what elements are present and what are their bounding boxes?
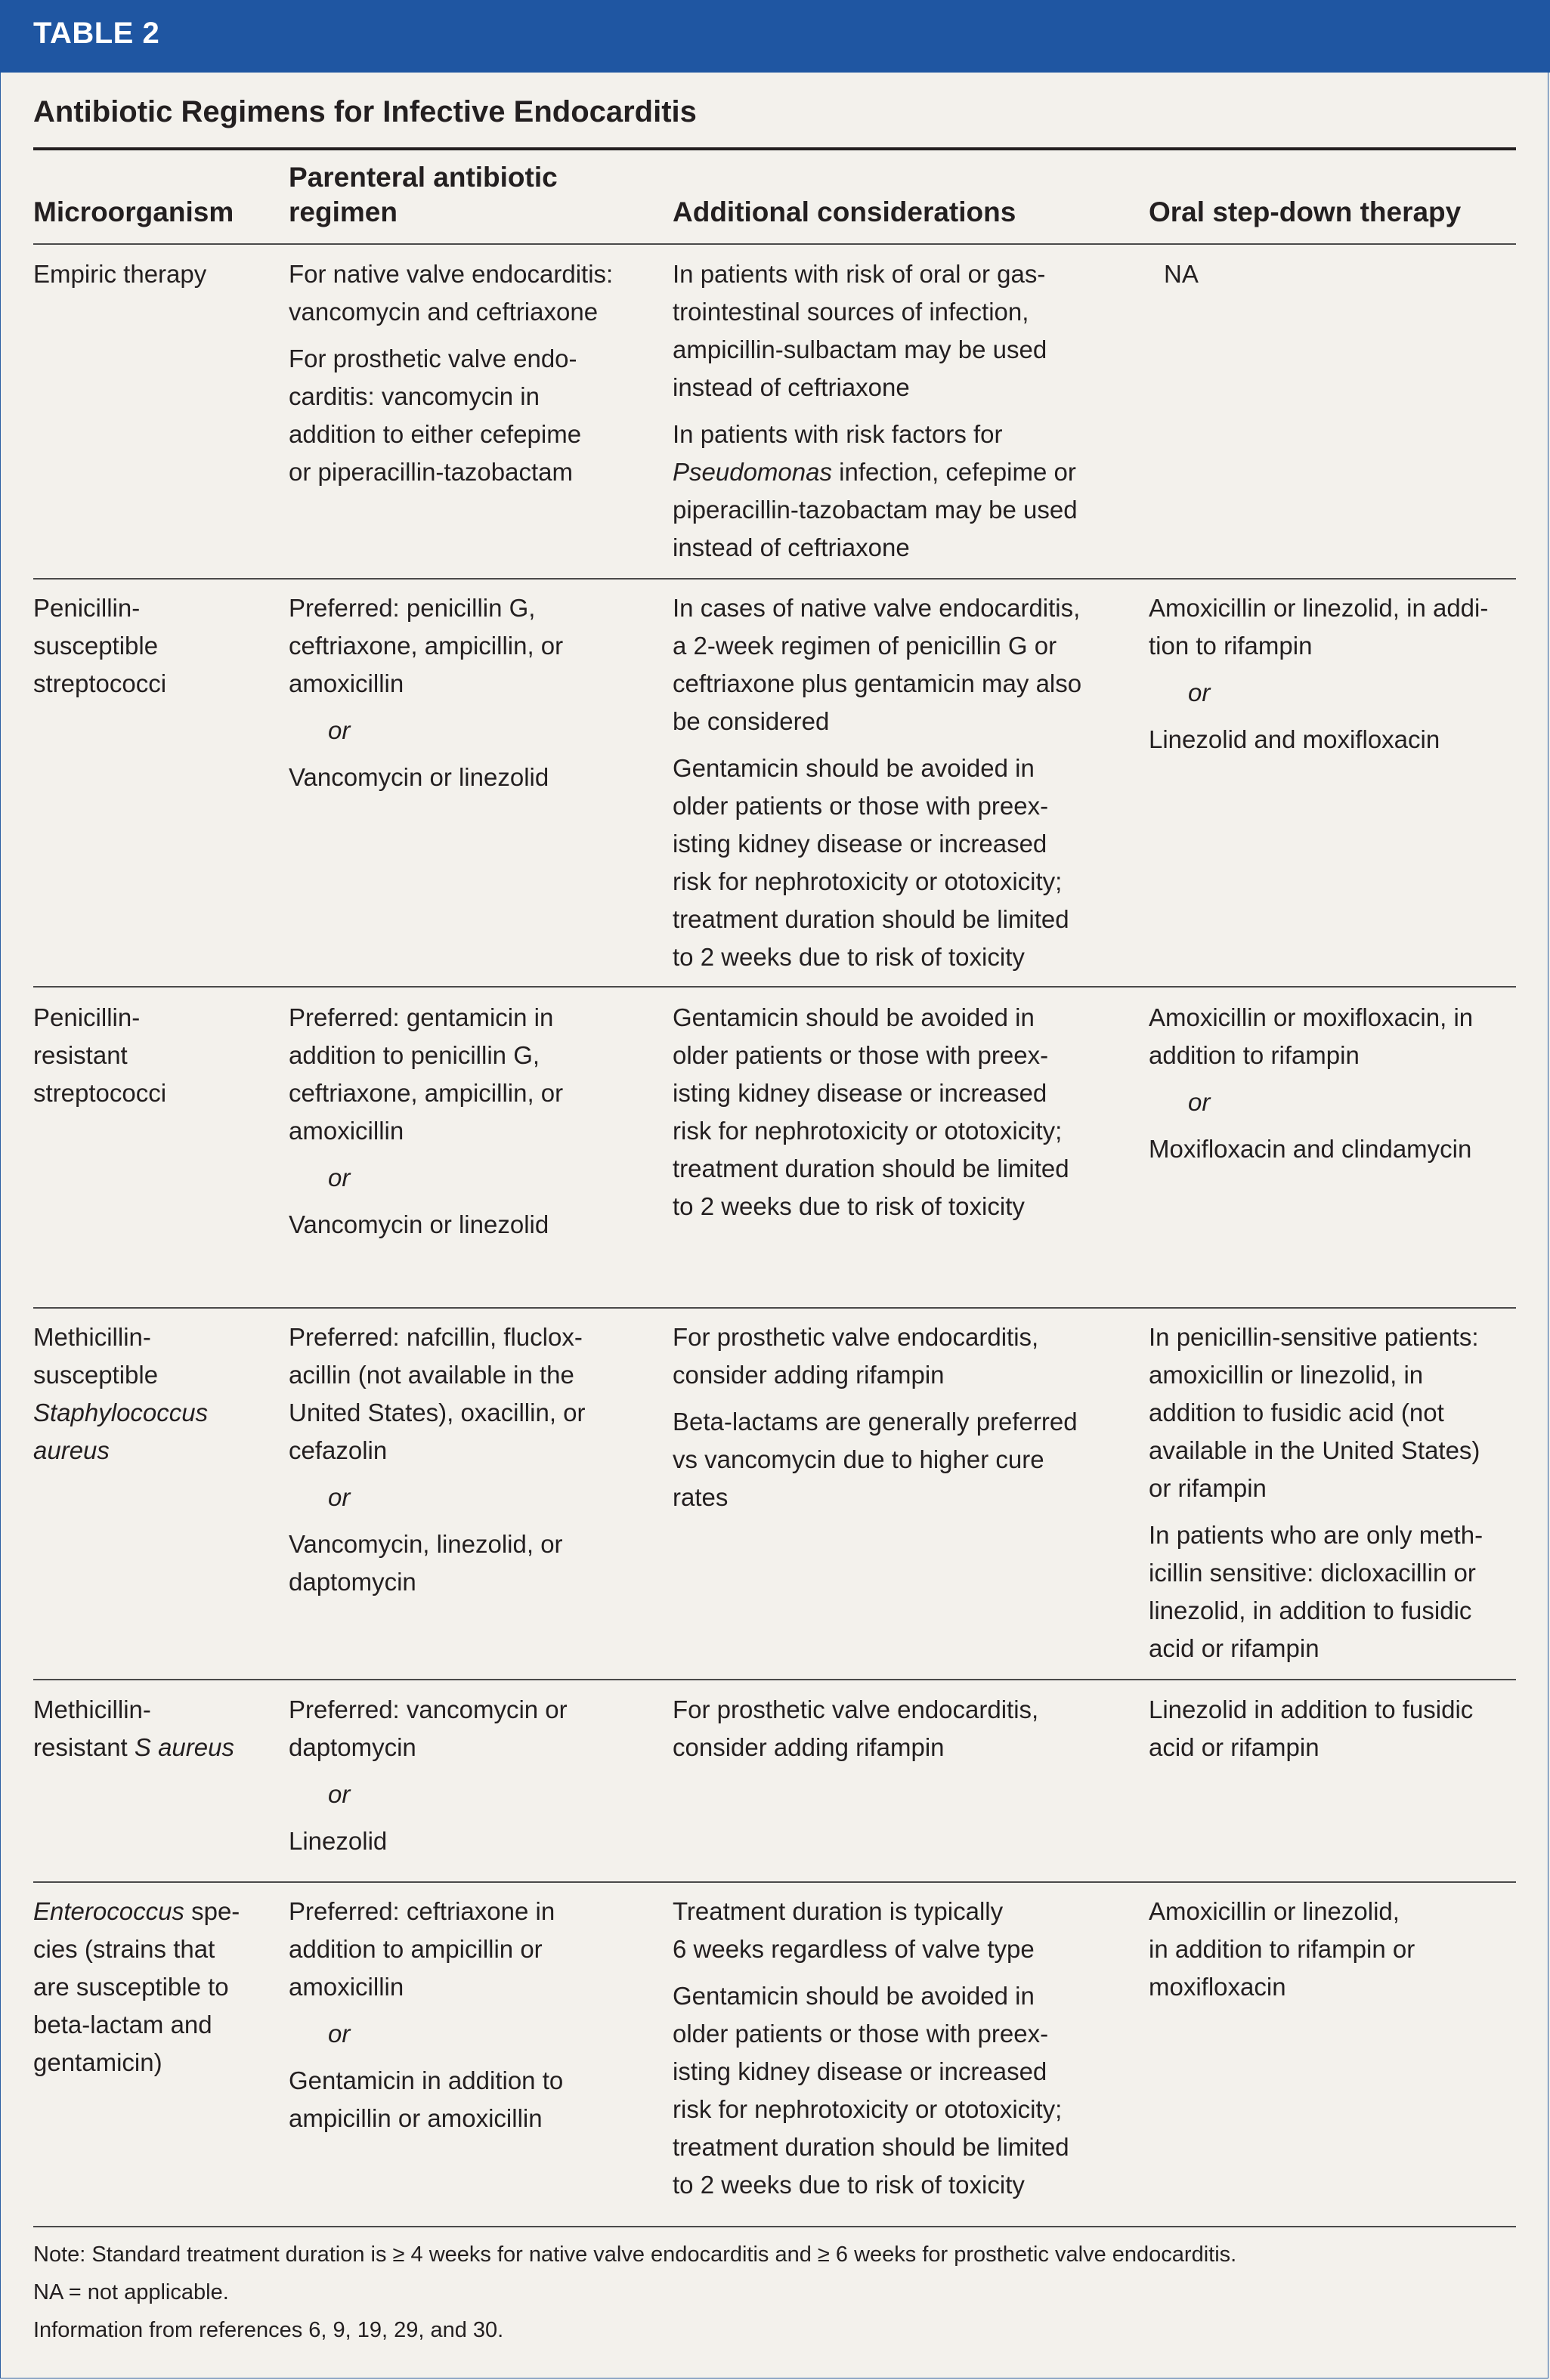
title-rule [33,147,1516,150]
table-bottom-rule [33,2226,1516,2227]
row-divider [33,986,1516,988]
row6-parenteral: Preferred: ceftriaxone in addition to ampicillin or amoxicillin or Gentamicin in addition to ampicillin or amoxicillin [289,1897,564,2132]
row2-oral: Amoxicillin or linezolid, in addi- tion to rifampin or Linezolid and moxifloxacin [1149,594,1489,753]
table-label: TABLE 2 [33,17,160,50]
row6-considerations: Treatment duration is typically 6 weeks regardless of valve type Gentamicin should be avoided in older patients or those with preex- isting kidney disease or increased risk for nephrotoxicity or ototoxicity; treatment duration should be limited to 2 weeks due to risk of toxicity [673,1897,1069,2199]
row4-considerations: For prosthetic valve endocarditis, consider adding rifampin Beta-lactams are generally preferred vs vancomycin due to higher cure rates [673,1323,1078,1511]
column-header-parenteral-line1: Parenteral antibiotic [289,162,558,193]
row5-oral: Linezolid in addition to fusidic acid or rifampin [1149,1695,1474,1761]
row5-considerations: For prosthetic valve endocarditis, consider adding rifampin [673,1695,1039,1761]
row6-organism: Enterococcus spe- cies (strains that are susceptible to beta-lactam and gentamicin) [33,1897,240,2076]
row1-parenteral [289,255,651,500]
column-header-organism: Microorganism [33,196,234,227]
row3-oral: Amoxicillin or moxifloxacin, in addition to rifampin or Moxifloxacin and clindamycin [1149,1003,1474,1163]
row1-organism: Empiric therapy [33,260,207,288]
row2-considerations: In cases of native valve endocarditis, a 2-week regimen of penicillin G or ceftriaxone plus gentamicin may also be considered Gentamicin should be avoided in older patients or those with preex- isting kidney disease or increased risk for nephrotoxicity or ototoxicity; treatment duration should be limited to 2 weeks due to risk of toxicity [673,594,1082,971]
row4-oral: In penicillin-sensitive patients: amoxicillin or linezolid, in addition to fusidic acid (not available in the United States) or rifampin In patients who are only meth- icillin sensitive: dicloxacillin or linezolid, in addition to fusidic acid or rifampin [1149,1323,1483,1662]
row3-organism: Penicillin- resistant streptococci [33,1003,167,1107]
row1-parenteral-native: For native valve endocarditis: vancomycin and ceftriaxone [289,260,614,326]
table-title: Antibiotic Regimens for Infective Endocarditis [33,95,697,128]
note-references: Information from references 6, 9, 19, 29, and 30. [33,2318,504,2342]
row3-parenteral: Preferred: gentamicin in addition to penicillin G, ceftriaxone, ampicillin, or amoxicillin or Vancomycin or linezolid [289,1003,564,1238]
column-header-parenteral-line2: regimen [289,196,398,227]
row4-parenteral: Preferred: nafcillin, fluclox- acillin (not available in the United States), oxacillin, or cefazolin or Vancomycin, linezolid, or daptomycin [289,1323,586,1596]
note-na: NA = not applicable. [33,2280,229,2304]
note-duration: Note: Standard treatment duration is ≥ 4 weeks for native valve endocarditis and ≥ 6 weeks for prosthetic valve endocarditis. [33,2242,1237,2267]
row-divider [33,578,1516,580]
row1-oral: NA [1164,260,1199,288]
table-header-bar [0,0,1550,73]
row5-parenteral: Preferred: vancomycin or daptomycin or Linezolid [289,1695,568,1855]
header-rule [33,243,1516,245]
row4-organism: Methicillin- susceptible Staphylococcus aureus [33,1323,209,1464]
row6-oral: Amoxicillin or linezolid, in addition to rifampin or moxifloxacin [1149,1897,1415,2001]
row-divider [33,1881,1516,1883]
row3-considerations: Gentamicin should be avoided in older patients or those with preex- isting kidney disease or increased risk for nephrotoxicity or ototoxicity; treatment duration should be limited to 2 weeks due to risk of toxicity [673,1003,1069,1220]
row1-parenteral-prosthetic: For prosthetic valve endo- carditis: vancomycin in addition to either cefepime or piperacillin-tazobactam [289,345,582,486]
column-header-parenteral [289,160,651,230]
row2-organism: Penicillin- susceptible streptococci [33,594,167,697]
row5-organism: Methicillin- resistant S aureus [33,1695,234,1761]
row-divider [33,1307,1516,1309]
row1-considerations: In patients with risk of oral or gas- trointestinal sources of infection, ampicillin-sulbactam may be used instead of ceftriaxone In patients with risk factors for Pseudomonas infection, cefepime or piperacillin-tazobactam may be used instead of ceftriaxone [673,260,1078,561]
column-header-considerations: Additional considerations [673,196,1016,227]
row2-parenteral: Preferred: penicillin G, ceftriaxone, ampicillin, or amoxicillin or Vancomycin or linezolid [289,594,564,791]
column-header-oral: Oral step-down therapy [1149,196,1462,227]
row-divider [33,1679,1516,1680]
